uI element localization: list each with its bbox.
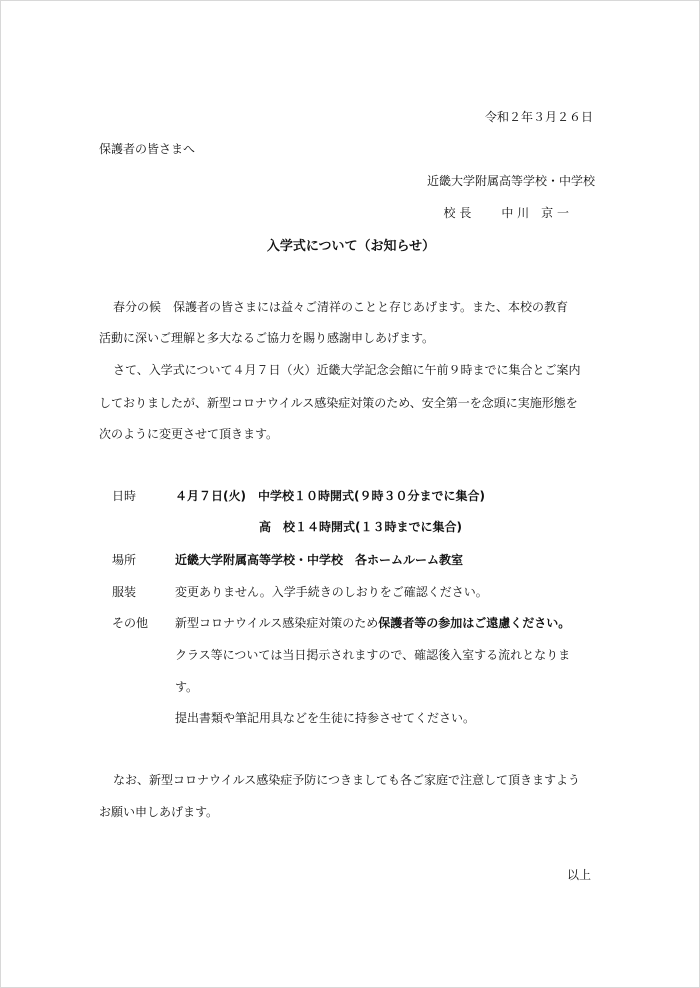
dress-label: 服装 bbox=[112, 585, 137, 599]
dress-value: 変更ありません。入学手続きのしおりをご確認ください。 bbox=[175, 585, 488, 599]
paragraph-2-line-1: さて、入学式について４月７日（火）近畿大学記念会館に午前９時までに集合とご案内 bbox=[113, 363, 581, 377]
other-value bbox=[175, 615, 570, 631]
other-line-4: 提出書類や筆記用具などを生徒に持参させてください。 bbox=[175, 711, 476, 725]
other-label: その他 bbox=[112, 616, 149, 630]
principal-title: 校 長 bbox=[443, 206, 472, 220]
principal-name: 中 川 京 一 bbox=[501, 206, 569, 220]
paragraph-1-line-1: 春分の候 保護者の皆さまには益々ご清祥のことと存じあげます。また、本校の教育 bbox=[113, 300, 569, 314]
date-label: 日時 bbox=[112, 489, 137, 503]
paragraph-1-line-2: 活動に深いご理解と多大なるご協力を賜り感謝申しあげます。 bbox=[99, 331, 435, 345]
document-title: 入学式について（お知らせ） bbox=[266, 239, 436, 254]
place-value: 近畿大学附属高等学校・中学校 各ホームルーム教室 bbox=[175, 553, 464, 567]
other-line-3: す。 bbox=[175, 680, 199, 694]
other-value-emphasis: 保護者等の参加はご遠慮ください。 bbox=[378, 616, 571, 630]
principal-signature bbox=[444, 205, 569, 221]
place-label: 場所 bbox=[112, 553, 137, 567]
document-date: 令和２年３月２６日 bbox=[484, 110, 593, 124]
closing-end-mark: 以上 bbox=[566, 868, 591, 882]
other-value-prefix: 新型コロナウイルス感染症対策のため bbox=[175, 616, 379, 630]
paragraph-2-line-3: 次のように変更させて頂きます。 bbox=[99, 427, 279, 441]
addressee: 保護者の皆さまへ bbox=[99, 142, 196, 156]
closing-line-2: お願い申しあげます。 bbox=[99, 805, 219, 819]
school-name: 近畿大学附属高等学校・中学校 bbox=[426, 174, 595, 188]
closing-line-1: なお、新型コロナウイルス感染症予防につきましても各ご家庭で注意して頂きますよう bbox=[113, 773, 581, 787]
date-value: ４月７日(火) 中学校１０時開式(９時３０分までに集合) bbox=[175, 489, 485, 503]
paragraph-2-line-2: しておりましたが、新型コロナウイルス感染症対策のため、安全第一を念頭に実施形態を bbox=[99, 396, 578, 410]
other-line-2: クラス等については当日掲示されますので、確認後入室する流れとなりま bbox=[175, 648, 571, 662]
date-value-highschool: 高 校１４時開式(１３時までに集合) bbox=[259, 520, 462, 534]
